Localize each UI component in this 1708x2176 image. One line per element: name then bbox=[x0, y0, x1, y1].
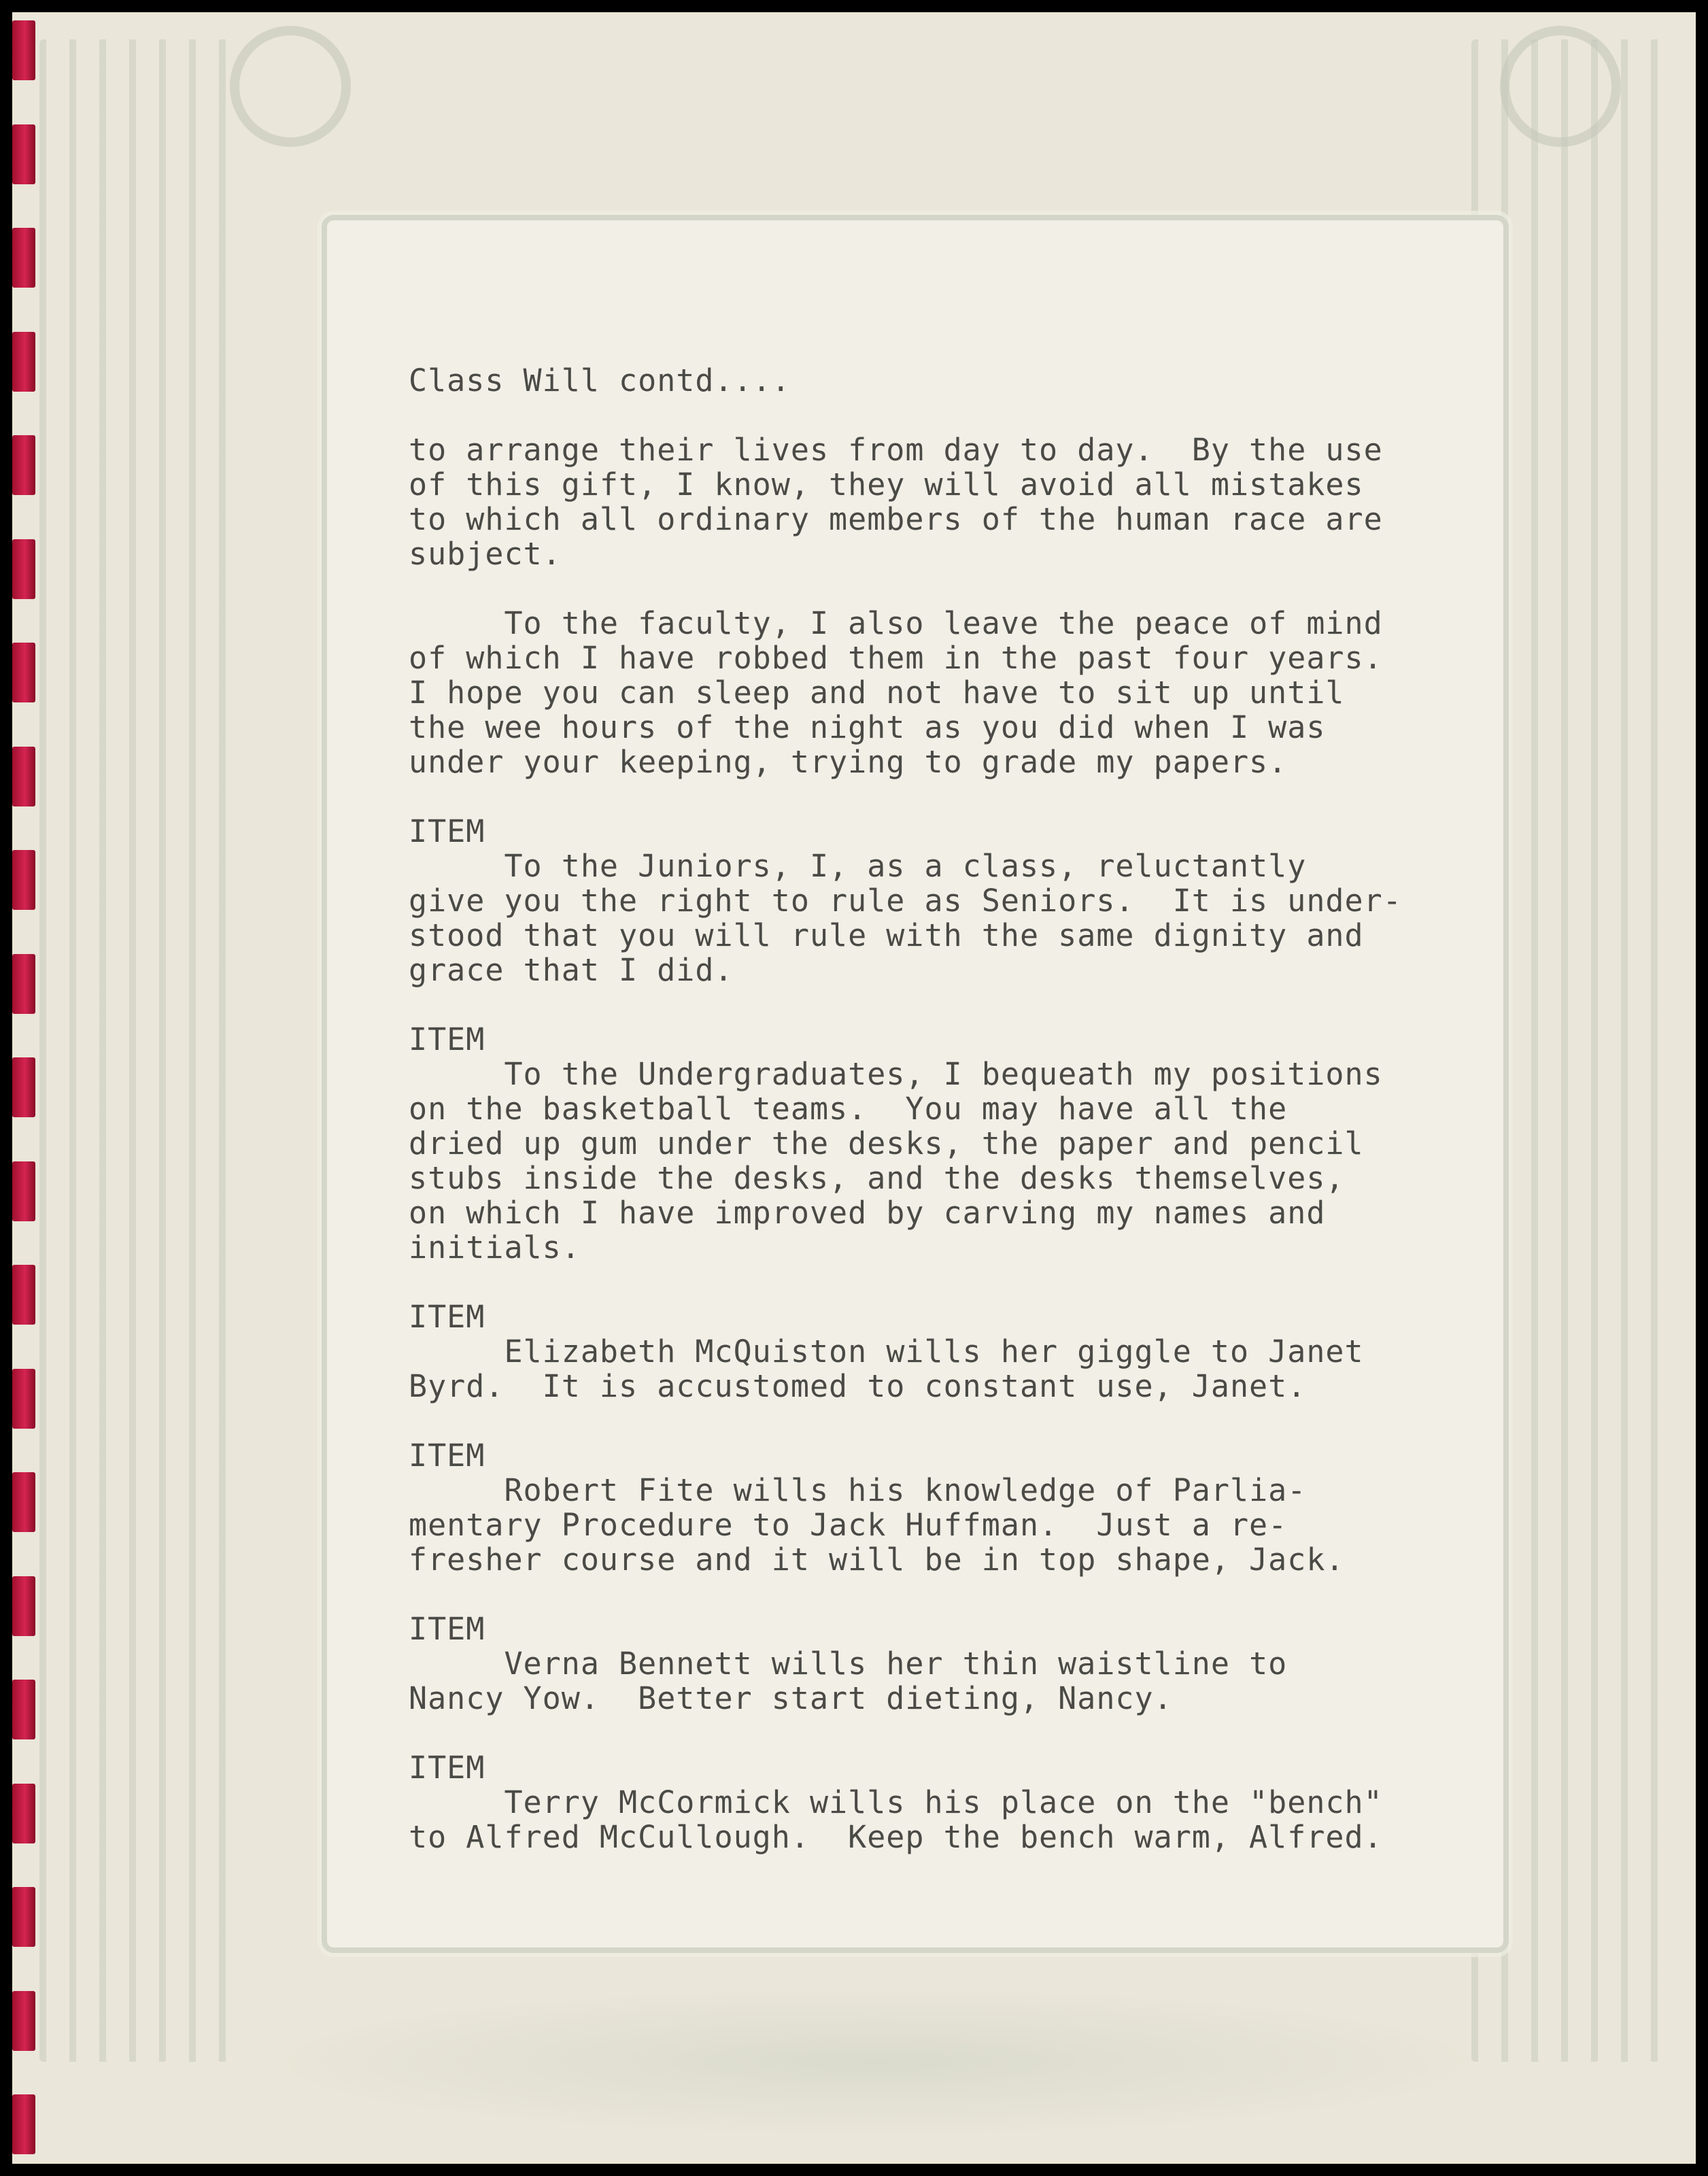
paragraph bbox=[409, 432, 1483, 571]
will-item bbox=[409, 1022, 1483, 1265]
binding-ring bbox=[12, 1057, 35, 1117]
binding-ring bbox=[12, 1680, 35, 1739]
column-capital-right bbox=[1500, 26, 1621, 147]
text-line: of which I have robbed them in the past four years. bbox=[409, 640, 1383, 676]
text-line: Nancy Yow. Better start dieting, Nancy. bbox=[409, 1680, 1173, 1716]
item-heading: ITEM bbox=[409, 1299, 485, 1335]
text-line: fresher course and it will be in top shape, Jack. bbox=[409, 1542, 1345, 1578]
text-line: Verna Bennett wills her thin waistline to bbox=[409, 1646, 1288, 1682]
text-panel bbox=[322, 215, 1509, 1953]
item-heading: ITEM bbox=[409, 1750, 485, 1786]
text-line: I hope you can sleep and not have to sit up until bbox=[409, 675, 1345, 711]
decorative-column-left bbox=[39, 39, 243, 2062]
text-line: subject. bbox=[409, 536, 562, 572]
text-line: Terry McCormick wills his place on the "bench" bbox=[409, 1784, 1383, 1820]
text-line: mentary Procedure to Jack Huffman. Just a re- bbox=[409, 1507, 1288, 1543]
item-heading: ITEM bbox=[409, 813, 485, 849]
will-item bbox=[409, 1612, 1483, 1716]
text-line: To the Undergraduates, I bequeath my positions bbox=[409, 1056, 1383, 1092]
item-heading: ITEM bbox=[409, 1021, 485, 1057]
will-item bbox=[409, 1750, 1483, 1854]
spiral-binding bbox=[12, 20, 37, 2162]
page-header: Class Will contd.... bbox=[409, 362, 791, 398]
column-capital-left bbox=[230, 26, 351, 147]
binding-ring bbox=[12, 1991, 35, 2051]
text-line: initials. bbox=[409, 1229, 581, 1265]
binding-ring bbox=[12, 124, 35, 184]
binding-ring bbox=[12, 643, 35, 702]
spacer bbox=[409, 987, 1483, 1022]
binding-ring bbox=[12, 1369, 35, 1429]
text-line: stood that you will rule with the same dignity and bbox=[409, 917, 1364, 953]
text-line: of this gift, I know, they will avoid all mistakes bbox=[409, 466, 1364, 503]
text-line: grace that I did. bbox=[409, 952, 734, 988]
text-line: to which all ordinary members of the human race are bbox=[409, 501, 1383, 537]
text-line: on which I have improved by carving my names and bbox=[409, 1195, 1326, 1231]
binding-ring bbox=[12, 1887, 35, 1947]
document-body bbox=[409, 363, 1483, 1854]
paragraph-list bbox=[409, 432, 1483, 1854]
binding-ring bbox=[12, 228, 35, 288]
text-line: stubs inside the desks, and the desks themselves, bbox=[409, 1160, 1345, 1196]
text-line: give you the right to rule as Seniors. It is under- bbox=[409, 883, 1402, 919]
text-line: to arrange their lives from day to day. By the use bbox=[409, 432, 1383, 468]
binding-ring bbox=[12, 954, 35, 1014]
binding-ring bbox=[12, 1265, 35, 1325]
decorative-floral-border bbox=[257, 1987, 1492, 2137]
binding-ring bbox=[12, 1472, 35, 1532]
text-line: To the Juniors, I, as a class, reluctantly bbox=[409, 848, 1307, 884]
text-line: Byrd. It is accustomed to constant use, Janet. bbox=[409, 1368, 1307, 1404]
binding-ring bbox=[12, 539, 35, 599]
spacer bbox=[409, 779, 1483, 814]
will-item bbox=[409, 1299, 1483, 1404]
spacer bbox=[409, 1265, 1483, 1299]
binding-ring bbox=[12, 747, 35, 806]
binding-ring bbox=[12, 850, 35, 910]
text-line: under your keeping, trying to grade my papers. bbox=[409, 744, 1288, 780]
binding-ring bbox=[12, 2094, 35, 2154]
text-line: Elizabeth McQuiston wills her giggle to Janet bbox=[409, 1333, 1364, 1370]
binding-ring bbox=[12, 1161, 35, 1221]
item-heading: ITEM bbox=[409, 1438, 485, 1474]
will-item bbox=[409, 814, 1483, 987]
will-item bbox=[409, 1438, 1483, 1577]
text-line: dried up gum under the desks, the paper and pencil bbox=[409, 1125, 1364, 1161]
document-page bbox=[12, 12, 1696, 2164]
text-line: Robert Fite wills his knowledge of Parlia- bbox=[409, 1472, 1307, 1508]
spacer bbox=[409, 1404, 1483, 1438]
binding-ring bbox=[12, 332, 35, 392]
text-line: the wee hours of the night as you did when I was bbox=[409, 709, 1326, 745]
paragraph bbox=[409, 606, 1483, 779]
binding-ring bbox=[12, 1784, 35, 1843]
spacer bbox=[409, 1716, 1483, 1750]
text-line: To the faculty, I also leave the peace of mind bbox=[409, 605, 1383, 641]
spacer bbox=[409, 398, 1483, 432]
binding-ring bbox=[12, 20, 35, 80]
spacer bbox=[409, 1577, 1483, 1612]
item-heading: ITEM bbox=[409, 1611, 485, 1647]
text-line: on the basketball teams. You may have all the bbox=[409, 1091, 1288, 1127]
spacer bbox=[409, 571, 1483, 606]
binding-ring bbox=[12, 1576, 35, 1636]
text-line: to Alfred McCullough. Keep the bench warm, Alfred. bbox=[409, 1819, 1383, 1855]
binding-ring bbox=[12, 435, 35, 495]
